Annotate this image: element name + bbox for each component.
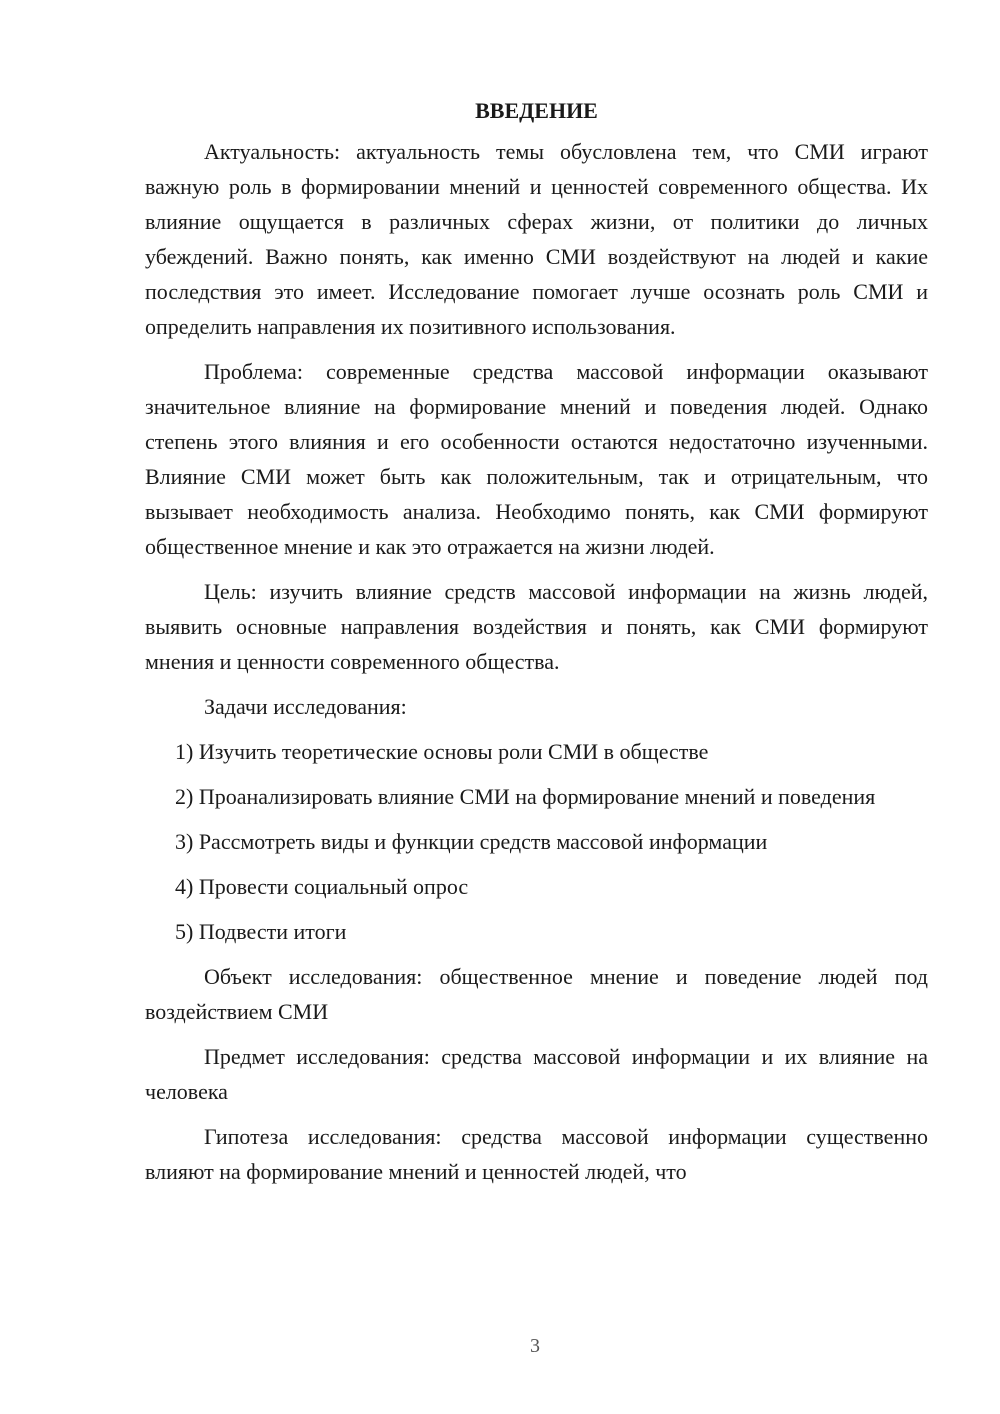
paragraph-relevance: Актуальность: актуальность темы обусловлена тем, что СМИ играют важную роль в формировании мнений и ценностей современного общества. Их влияние ощущается в различных сферах жизни, от политики до личных убеждений. Важно понять, как именно СМИ воздействуют на людей и какие последствия это имеет. Исследование помогает лучше осознать роль СМИ и определить направления их позитивного использования.: [145, 139, 928, 339]
task-item-1: 1) Изучить теоретические основы роли СМИ в обществе: [175, 739, 709, 764]
paragraph-subject: Предмет исследования: средства массовой информации и их влияние на человека: [145, 1044, 928, 1104]
paragraph-goal: Цель: изучить влияние средств массовой информации на жизнь людей, выявить основные направления воздействия и понять, как СМИ формируют мнения и ценности современного общества.: [145, 579, 928, 674]
paragraph-tasks-heading: Задачи исследования:: [204, 694, 407, 719]
task-item-5: 5) Подвести итоги: [175, 919, 347, 944]
page-number: 3: [530, 1335, 540, 1357]
task-item-2: 2) Проанализировать влияние СМИ на формирование мнений и поведения: [175, 784, 876, 809]
paragraph-object: Объект исследования: общественное мнение и поведение людей под воздействием СМИ: [145, 964, 928, 1024]
paragraph-hypothesis: Гипотеза исследования: средства массовой информации существенно влияют на формирование мнений и ценностей людей, что: [145, 1124, 928, 1184]
section-title: ВВЕДЕНИЕ: [475, 98, 598, 123]
paragraph-problem: Проблема: современные средства массовой информации оказывают значительное влияние на формирование мнений и поведения людей. Однако степень этого влияния и его особенности остаются недостаточно изученными. Влияние СМИ может быть как положительным, так и отрицательным, что вызывает необходимость анализа. Необходимо понять, как СМИ формируют общественное мнение и как это отражается на жизни людей.: [145, 359, 928, 559]
task-item-3: 3) Рассмотреть виды и функции средств массовой информации: [175, 829, 768, 854]
page-content: [145, 96, 928, 1199]
task-item-4: 4) Провести социальный опрос: [175, 874, 469, 899]
